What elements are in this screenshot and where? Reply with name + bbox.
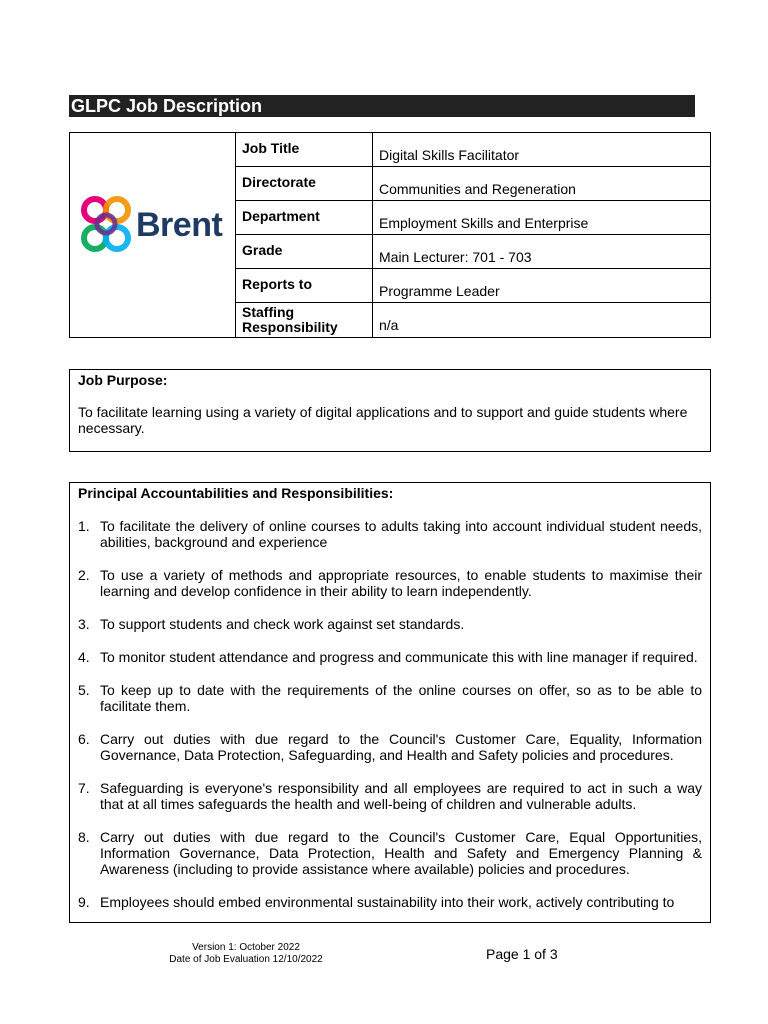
- list-item: [78, 616, 702, 632]
- footer-version-block: [160, 942, 332, 966]
- list-item: [78, 649, 702, 665]
- item-text: To facilitate the delivery of online courses to adults taking into account individual student needs, abilities, background and experience: [100, 518, 702, 550]
- row-staffing: [236, 303, 710, 337]
- list-item: [78, 518, 702, 550]
- job-purpose-heading: Job Purpose:: [78, 372, 168, 388]
- item-text: To use a variety of methods and appropriate resources, to enable students to maximise their learning and develop confidence in their ability to learn independently.: [100, 567, 702, 599]
- item-number: 5.: [78, 682, 90, 698]
- list-item: [78, 682, 702, 714]
- value-job-title: Digital Skills Facilitator: [379, 147, 520, 163]
- label-grade: Grade: [236, 235, 373, 268]
- item-number: 1.: [78, 518, 90, 534]
- list-item: [78, 780, 702, 812]
- item-text: Carry out duties with due regard to the Council's Customer Care, Equal Opportunities, Information Governance, Data Protection, Health and Safety and Emergency Planning & Awareness (including to provide assistance where available) policies and procedures.: [100, 829, 702, 877]
- responsibilities-section: [69, 482, 711, 923]
- row-job-title: [236, 133, 710, 167]
- job-info-table: [69, 132, 711, 338]
- footer-evaluation-date: Date of Job Evaluation 12/10/2022: [169, 954, 323, 965]
- item-text: Safeguarding is everyone's responsibility and all employees are required to act in such a way that at all times safeguards the health and well-being of children and vulnerable adults.: [100, 780, 702, 812]
- label-staffing: Staffing Responsibility: [236, 303, 373, 337]
- list-item: [78, 567, 702, 599]
- label-department: Department: [236, 201, 373, 234]
- item-text: To monitor student attendance and progress and communicate this with line manager if required.: [100, 649, 698, 665]
- job-purpose-section: [69, 369, 711, 452]
- list-item: [78, 731, 702, 763]
- label-directorate: Directorate: [236, 167, 373, 200]
- logo-cell: [70, 133, 236, 337]
- list-item: [78, 829, 702, 877]
- item-number: 9.: [78, 894, 90, 910]
- brent-logo-icon: [78, 193, 134, 259]
- value-department: Employment Skills and Enterprise: [379, 215, 589, 231]
- item-number: 8.: [78, 829, 90, 845]
- list-item: [78, 894, 702, 910]
- label-reports-to: Reports to: [236, 269, 373, 302]
- value-directorate: Communities and Regeneration: [379, 181, 576, 197]
- job-purpose-text: To facilitate learning using a variety of digital applications and to support and guide students where necessary.: [78, 404, 688, 436]
- brent-logo: [78, 193, 223, 264]
- value-grade: Main Lecturer: 701 - 703: [379, 249, 532, 265]
- item-number: 2.: [78, 567, 90, 583]
- row-department: [236, 201, 710, 235]
- row-directorate: [236, 167, 710, 201]
- row-grade: [236, 235, 710, 269]
- item-text: To keep up to date with the requirements of the online courses on offer, so as to be able to facilitate them.: [100, 682, 702, 714]
- logo-wordmark: Brent: [136, 206, 223, 244]
- item-text: Employees should embed environmental sustainability into their work, actively contributing to: [100, 894, 675, 910]
- value-staffing: n/a: [379, 317, 399, 333]
- item-number: 4.: [78, 649, 90, 665]
- document-title: GLPC Job Description: [69, 95, 695, 117]
- footer-version: Version 1: October 2022: [192, 942, 300, 953]
- value-reports-to: Programme Leader: [379, 283, 500, 299]
- item-number: 6.: [78, 731, 90, 747]
- item-text: Carry out duties with due regard to the Council's Customer Care, Equality, Information Governance, Data Protection, Safeguarding, and Health and Safety policies and procedures.: [100, 731, 702, 763]
- page-number: Page 1 of 3: [486, 946, 558, 962]
- item-number: 7.: [78, 780, 90, 796]
- row-reports-to: [236, 269, 710, 303]
- item-number: 3.: [78, 616, 90, 632]
- responsibilities-heading: Principal Accountabilities and Responsibilities:: [78, 485, 394, 501]
- item-text: To support students and check work against set standards.: [100, 616, 465, 632]
- label-job-title: Job Title: [236, 133, 373, 166]
